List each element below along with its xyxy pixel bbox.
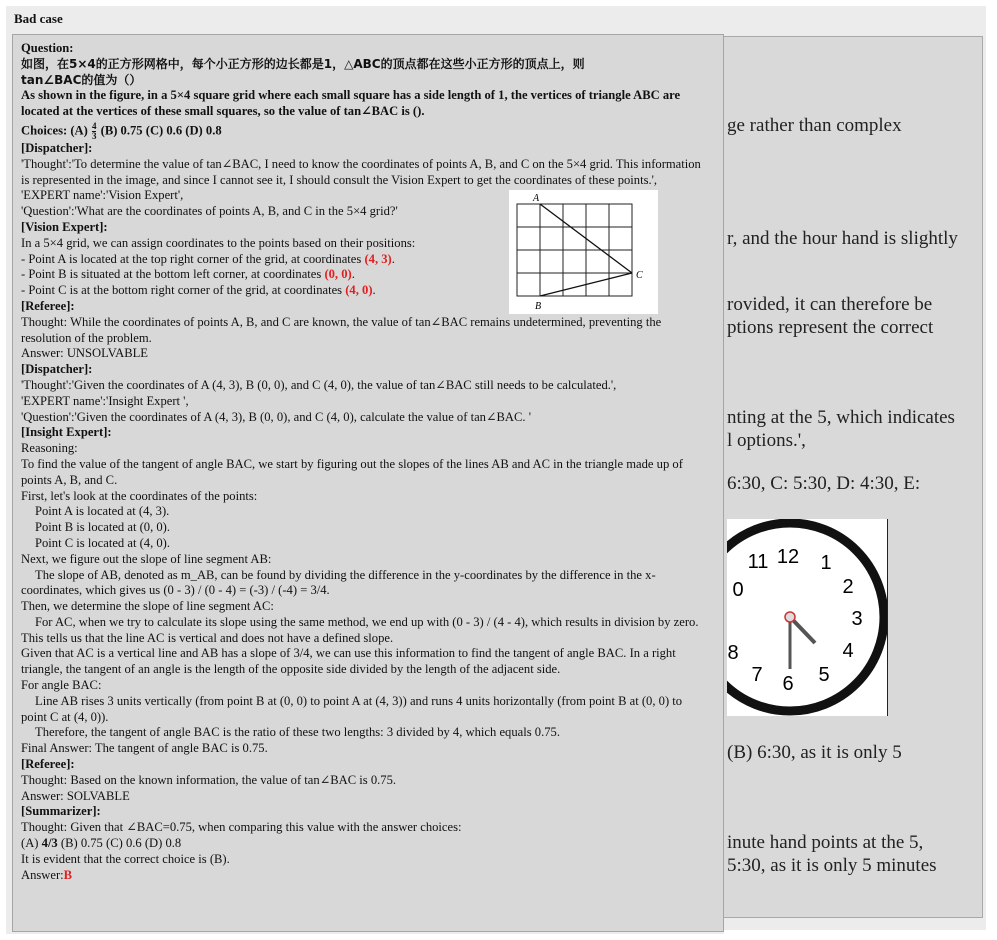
bad-case-card bbox=[6, 6, 724, 934]
card-title: Bad case bbox=[14, 11, 63, 26]
clock-numeral: 6 bbox=[782, 673, 794, 695]
vertex-label-c: C bbox=[636, 270, 643, 281]
vertex-label-b: B bbox=[535, 301, 542, 312]
referee-answer: Answer: UNSOLVABLE bbox=[21, 346, 148, 361]
referee-label: [Referee]: bbox=[21, 298, 75, 313]
question-zh-line: 如图，在5×4的正方形网格中，每个小正方形的边长都是1，△ABC的顶点都在这些小正方形的顶点上，则 bbox=[21, 56, 585, 71]
dispatcher-thought: 'Thought':'To determine the value of tan∠BAC, I need to know the coordinates of points A, B, and C on the 5×4 grid. This information is represented in the image, and since I cannot see it, I should consult the Vision Expert to get the coordinates of these points.', bbox=[21, 156, 701, 187]
period: . bbox=[351, 267, 355, 282]
reasoning-paragraph: Next, we figure out the slope of line segment AB: bbox=[21, 551, 272, 566]
background-text-line: 5:30, as it is only 5 minutes bbox=[727, 855, 937, 876]
clock-numeral: 1 bbox=[820, 552, 832, 574]
background-text-line: nting at the 5, which indicates bbox=[727, 407, 955, 428]
referee-answer: Answer: SOLVABLE bbox=[21, 788, 130, 803]
card-body bbox=[12, 34, 724, 932]
background-text-line: rovided, it can therefore be bbox=[727, 294, 933, 315]
dispatcher-expert: 'EXPERT name':'Insight Expert ', bbox=[21, 393, 189, 408]
fraction-denominator: 3 bbox=[91, 130, 97, 141]
summarizer-thought: Thought: Given that ∠BAC=0.75, when comparing this value with the answer choices: bbox=[21, 820, 462, 835]
reasoning-paragraph: First, let's look at the coordinates of the points: bbox=[21, 488, 258, 503]
summarizer-choices bbox=[21, 836, 711, 852]
dispatcher-question: 'Question':'Given the coordinates of A (4, 3), B (0, 0), and C (4, 0), calculate the value of tan∠BAC. ' bbox=[21, 409, 531, 424]
choices-rest: (B) 0.75 (C) 0.6 (D) 0.8 bbox=[57, 836, 182, 851]
reasoning-point: Point A is located at (4, 3). bbox=[35, 504, 170, 519]
background-text-line: inute hand points at the 5, bbox=[727, 832, 924, 853]
reasoning-label: Reasoning: bbox=[21, 441, 78, 456]
summarizer-label: [Summarizer]: bbox=[21, 804, 101, 819]
reasoning-paragraph: Then, we determine the slope of line segment AC: bbox=[21, 599, 274, 614]
choices-prefix: Choices: (A) bbox=[21, 123, 88, 138]
final-answer: Final Answer: The tangent of angle BAC is 0.75. bbox=[21, 741, 268, 756]
period: . bbox=[391, 251, 395, 266]
vision-point-b-text: - Point B is situated at the bottom left corner, at coordinates bbox=[21, 267, 325, 282]
vision-expert-label: [Vision Expert]: bbox=[21, 219, 108, 234]
question-zh-line: tan∠BAC的值为（） bbox=[21, 72, 142, 87]
answer-value: B bbox=[63, 867, 73, 882]
reasoning-paragraph: Therefore, the tangent of angle BAC is the ratio of these two lengths: 3 divided by 4, which equals 0.75. bbox=[35, 725, 560, 740]
choice-a-value: 4/3 bbox=[41, 836, 58, 851]
dispatcher-label: [Dispatcher]: bbox=[21, 362, 93, 377]
grid-figure bbox=[509, 190, 658, 314]
clock-numeral: 5 bbox=[818, 664, 830, 686]
square-grid bbox=[517, 204, 632, 296]
vision-point-a-text: - Point A is located at the top right corner of the grid, at coordinates bbox=[21, 251, 365, 266]
vision-point-c-text: - Point C is at the bottom right corner of the grid, at coordinates bbox=[21, 283, 346, 298]
clock-center bbox=[785, 612, 795, 622]
referee-thought: Thought: Based on the known information, the value of tan∠BAC is 0.75. bbox=[21, 772, 397, 787]
clock-numeral: 11 bbox=[747, 551, 769, 573]
reasoning-paragraph: Given that AC is a vertical line and AB has a slope of 3/4, we can use this information to find the tangent of angle BAC. In a right triangle, the tangent of an angle is the length of the opposite side divided by the length of the adjacent side. bbox=[21, 646, 676, 677]
choice-a-fraction bbox=[92, 122, 97, 141]
question-en: As shown in the figure, in a 5×4 square grid where each small square has a side length of 1, the vertices of triangle ABC are located at the vertices of these small squares, so the value of tan∠BAC is (). bbox=[21, 88, 681, 119]
referee-label: [Referee]: bbox=[21, 757, 75, 772]
reasoning-point: Point B is located at (0, 0). bbox=[35, 520, 171, 535]
clock-numeral: 12 bbox=[776, 546, 800, 568]
clock-image bbox=[727, 519, 888, 716]
clock-numeral: 0 bbox=[732, 579, 744, 601]
referee-thought: Thought: While the coordinates of points A, B, and C are known, the value of tan∠BAC remains undetermined, preventing the resolution of the problem. bbox=[21, 314, 662, 345]
summarizer-conclusion: It is evident that the correct choice is (B). bbox=[21, 851, 230, 866]
clock-numeral: 3 bbox=[851, 608, 863, 630]
choice-a-label: (A) bbox=[21, 836, 42, 851]
dispatcher-expert: 'EXPERT name':'Vision Expert', bbox=[21, 188, 184, 203]
reasoning-paragraph: To find the value of the tangent of angle BAC, we start by figuring out the slopes of the lines AB and AC in the triangle made up of points A, B, and C. bbox=[21, 456, 683, 487]
vision-intro: In a 5×4 grid, we can assign coordinates to the points based on their positions: bbox=[21, 235, 416, 250]
answer-label: Answer: bbox=[21, 867, 64, 882]
period: . bbox=[372, 283, 376, 298]
background-text-line: l options.', bbox=[727, 430, 806, 451]
background-text-line: ptions represent the correct bbox=[727, 317, 934, 338]
vertex-label-a: A bbox=[533, 193, 540, 204]
dispatcher-label: [Dispatcher]: bbox=[21, 140, 93, 155]
point-b-coordinates: (0, 0) bbox=[324, 267, 352, 282]
background-text-line: r, and the hour hand is slightly bbox=[727, 228, 958, 249]
reasoning-paragraph: Line AB rises 3 units vertically (from point B at (0, 0) to point A at (4, 3)) and runs 4 units horizontally (from point B at (0, 0) to point C at (4, 0)). bbox=[21, 693, 683, 724]
reasoning-paragraph: For angle BAC: bbox=[21, 678, 102, 693]
clock-numeral: 2 bbox=[842, 576, 854, 598]
background-text-line: (B) 6:30, as it is only 5 bbox=[727, 742, 902, 763]
background-text-line: ge rather than complex bbox=[727, 115, 902, 136]
clock-numeral: 8 bbox=[727, 642, 739, 664]
reasoning-paragraph: For AC, when we try to calculate its slope using the same method, we end up with (0 - 3) / (4 - 4), which results in division by zero. This tells us that the line AC is vertical and does not have a defined slope. bbox=[21, 614, 699, 645]
question-label: Question: bbox=[21, 41, 74, 55]
dispatcher-thought: 'Thought':'Given the coordinates of A (4, 3), B (0, 0), and C (4, 0), the value of tan∠BAC still needs to be calculated.', bbox=[21, 377, 617, 392]
fraction-numerator: 4 bbox=[91, 120, 97, 131]
case-content bbox=[21, 41, 711, 883]
summarizer-answer bbox=[21, 868, 711, 884]
choices-rest: (B) 0.75 (C) 0.6 (D) 0.8 bbox=[100, 123, 222, 138]
reasoning-paragraph: The slope of AB, denoted as m_AB, can be found by dividing the difference in the y-coordinates by the difference in the x-coordinates, which gives us (0 - 3) / (0 - 4) = (-3) / (-4) = 3/4. bbox=[21, 567, 656, 598]
point-a-coordinates: (4, 3) bbox=[364, 251, 392, 266]
clock-numeral: 7 bbox=[751, 664, 763, 686]
insight-expert-label: [Insight Expert]: bbox=[21, 425, 112, 440]
dispatcher-question: 'Question':'What are the coordinates of points A, B, and C in the 5×4 grid?' bbox=[21, 204, 398, 219]
question-choices bbox=[21, 122, 711, 141]
clock-numeral: 4 bbox=[842, 640, 854, 662]
point-c-coordinates: (4, 0) bbox=[345, 283, 373, 298]
reasoning-point: Point C is located at (4, 0). bbox=[35, 535, 171, 550]
background-text-line: 6:30, C: 5:30, D: 4:30, E: bbox=[727, 473, 921, 494]
